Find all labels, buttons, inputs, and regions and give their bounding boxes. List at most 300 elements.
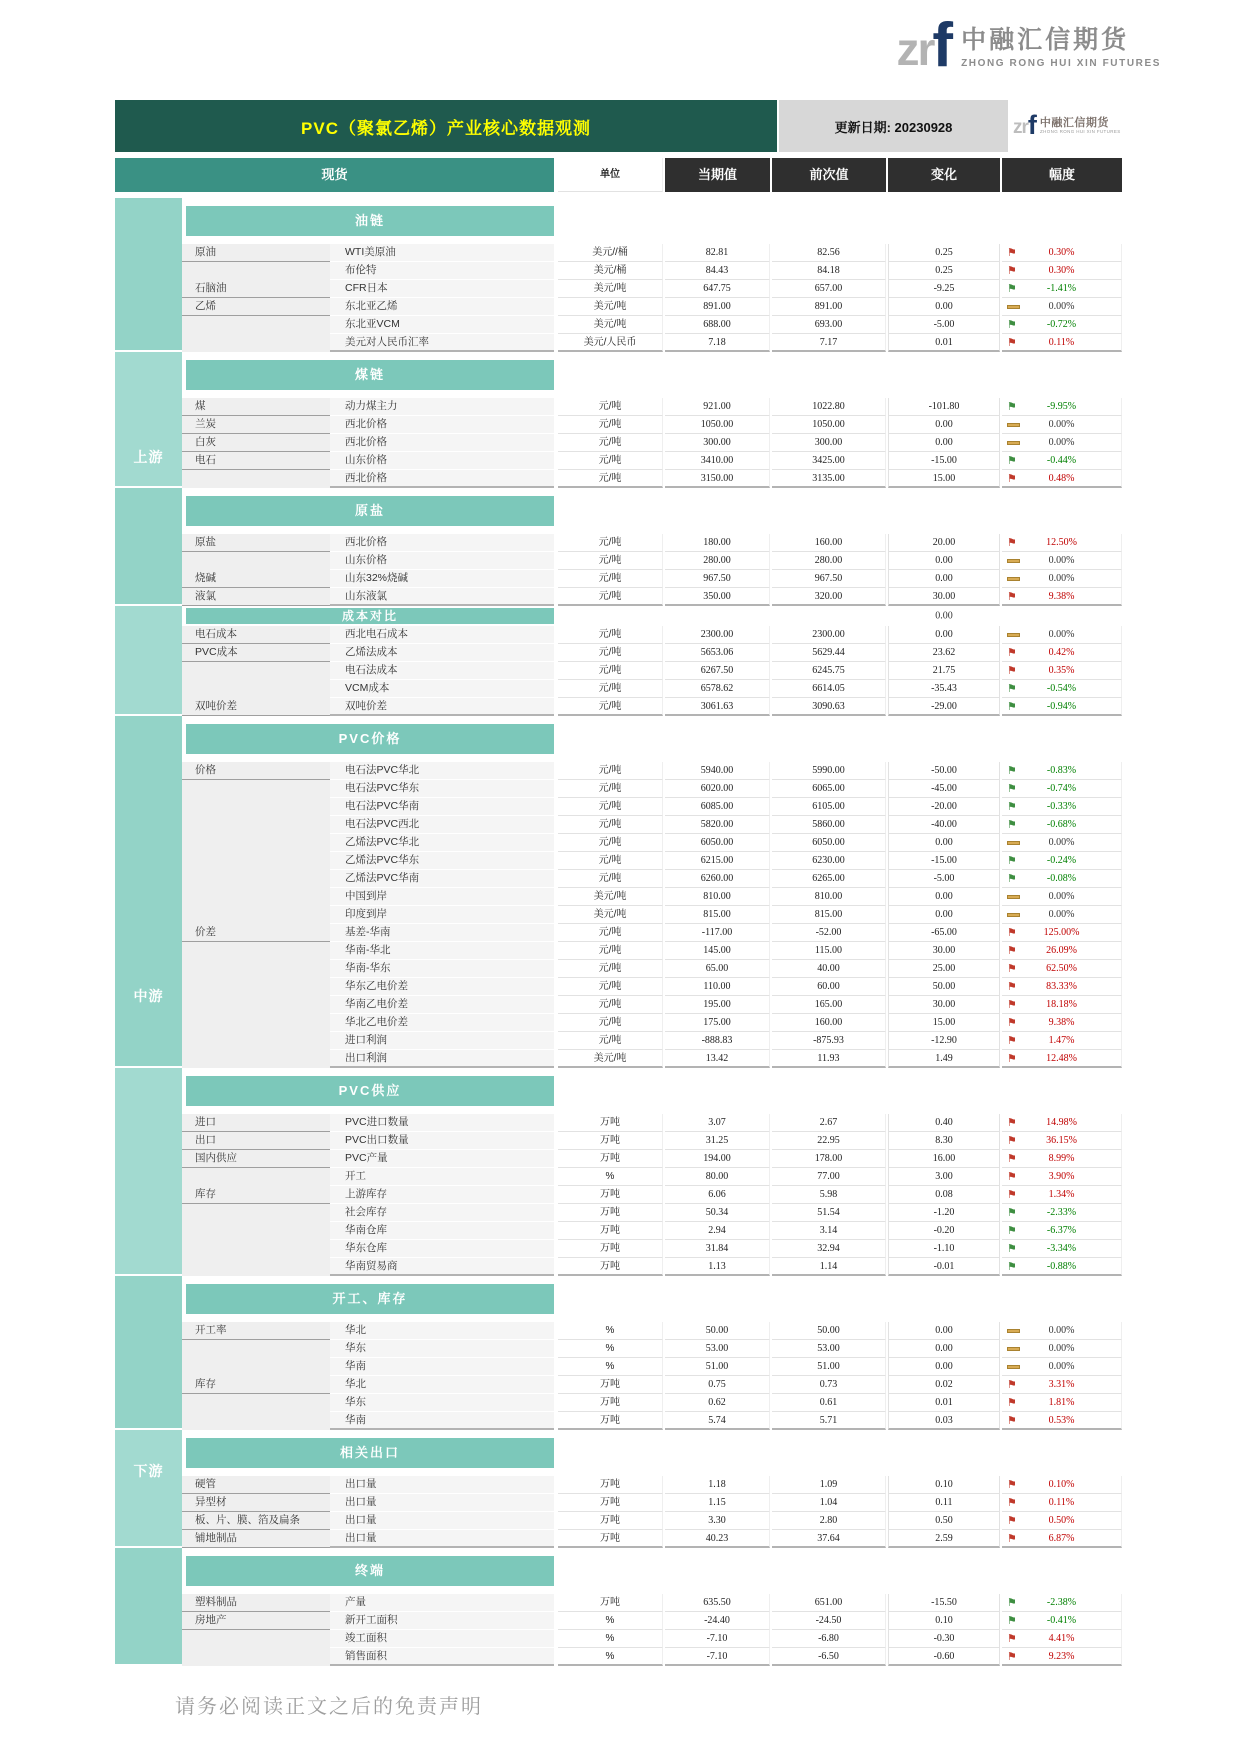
section-终端 — [115, 1548, 1122, 1666]
change-value: -45.00 — [888, 780, 1000, 798]
pct-cell — [1002, 1358, 1122, 1376]
up-flag-icon: ⚑ — [1007, 1479, 1017, 1491]
category-cell — [182, 262, 330, 280]
indicator-name: 华南乙电价差 — [330, 996, 554, 1014]
change-value: 30.00 — [888, 996, 1000, 1014]
change-value: 30.00 — [888, 588, 1000, 606]
category-cell: 出口 — [182, 1132, 330, 1150]
change-pct: 1.34% — [1048, 1189, 1075, 1200]
up-flag-icon: ⚑ — [1007, 999, 1017, 1011]
pct-cell — [1002, 1376, 1122, 1394]
current-value: 5940.00 — [665, 762, 770, 780]
data-table — [115, 158, 1122, 1666]
change-pct: 0.00% — [1048, 629, 1075, 640]
up-flag-icon: ⚑ — [1007, 1379, 1017, 1391]
change-pct: -0.08% — [1046, 873, 1077, 884]
pct-cell — [1002, 798, 1122, 816]
current-value: 810.00 — [665, 888, 770, 906]
current-value: 6050.00 — [665, 834, 770, 852]
change-value: 0.00 — [888, 1340, 1000, 1358]
previous-value: 1.04 — [772, 1494, 886, 1512]
category-cell — [182, 1412, 330, 1430]
change-value: -1.10 — [888, 1240, 1000, 1258]
change-value: 16.00 — [888, 1150, 1000, 1168]
unit-cell: % — [558, 1168, 663, 1186]
current-value: 688.00 — [665, 316, 770, 334]
table-row — [115, 552, 1122, 570]
previous-value: 160.00 — [772, 1014, 886, 1032]
current-value: 0.62 — [665, 1394, 770, 1412]
pct-cell — [1002, 1258, 1122, 1276]
change-value: -15.50 — [888, 1594, 1000, 1612]
column-header-unit: 单位 — [558, 158, 663, 192]
previous-value: 160.00 — [772, 534, 886, 552]
pct-cell — [1002, 1186, 1122, 1204]
category-cell: 国内供应 — [182, 1150, 330, 1168]
category-cell — [182, 470, 330, 488]
flat-dash-icon — [1007, 577, 1020, 581]
change-pct: 0.00% — [1048, 419, 1075, 430]
previous-value: 32.94 — [772, 1240, 886, 1258]
up-flag-icon: ⚑ — [1007, 1017, 1017, 1029]
section-PVC价格 — [115, 716, 1122, 1068]
previous-value: 810.00 — [772, 888, 886, 906]
change-pct: 9.38% — [1048, 591, 1075, 602]
indicator-name: 动力煤主力 — [330, 398, 554, 416]
unit-cell: 元/吨 — [558, 852, 663, 870]
unit-cell: 美元/吨 — [558, 906, 663, 924]
change-pct: 18.18% — [1046, 999, 1077, 1010]
change-value: -9.25 — [888, 280, 1000, 298]
pct-cell — [1002, 280, 1122, 298]
category-cell — [182, 662, 330, 680]
pct-cell — [1002, 1594, 1122, 1612]
table-row — [115, 834, 1122, 852]
current-value: 5653.06 — [665, 644, 770, 662]
unit-cell: 元/吨 — [558, 552, 663, 570]
pct-cell — [1002, 1512, 1122, 1530]
current-value: 194.00 — [665, 1150, 770, 1168]
up-flag-icon: ⚑ — [1007, 473, 1017, 485]
table-row — [115, 588, 1122, 606]
indicator-name: 华北 — [330, 1322, 554, 1340]
category-cell — [182, 316, 330, 334]
flat-dash-icon — [1007, 895, 1020, 899]
category-cell — [182, 1168, 330, 1186]
previous-value: 1.09 — [772, 1476, 886, 1494]
table-row — [115, 1204, 1122, 1222]
section-header-row — [115, 716, 1122, 762]
indicator-name: 美元对人民币汇率 — [330, 334, 554, 352]
unit-cell: 元/吨 — [558, 626, 663, 644]
change-pct: -0.33% — [1046, 801, 1077, 812]
unit-cell: 美元/吨 — [558, 888, 663, 906]
indicator-name: PVC进口数量 — [330, 1114, 554, 1132]
up-flag-icon: ⚑ — [1007, 665, 1017, 677]
category-cell: 库存 — [182, 1376, 330, 1394]
current-value: 647.75 — [665, 280, 770, 298]
unit-cell: 元/吨 — [558, 534, 663, 552]
flat-dash-icon — [1007, 913, 1020, 917]
pct-cell — [1002, 870, 1122, 888]
current-value: -117.00 — [665, 924, 770, 942]
indicator-name: 华东 — [330, 1340, 554, 1358]
indicator-name: 出口量 — [330, 1530, 554, 1548]
previous-value: 891.00 — [772, 298, 886, 316]
down-flag-icon: ⚑ — [1007, 683, 1017, 695]
previous-value: 2300.00 — [772, 626, 886, 644]
down-flag-icon: ⚑ — [1007, 455, 1017, 467]
up-flag-icon: ⚑ — [1007, 1189, 1017, 1201]
stage-label-下游: 下游 — [133, 1463, 164, 1479]
change-value: -0.60 — [888, 1648, 1000, 1666]
change-pct: -0.72% — [1046, 319, 1077, 330]
previous-value: 3.14 — [772, 1222, 886, 1240]
section-header-row — [115, 1430, 1122, 1476]
pct-cell — [1002, 1014, 1122, 1032]
previous-value: 178.00 — [772, 1150, 886, 1168]
previous-value: 7.17 — [772, 334, 886, 352]
down-flag-icon: ⚑ — [1007, 401, 1017, 413]
change-value: -15.00 — [888, 452, 1000, 470]
category-cell: 库存 — [182, 1186, 330, 1204]
category-cell — [182, 334, 330, 352]
table-row — [115, 798, 1122, 816]
unit-cell: 万吨 — [558, 1494, 663, 1512]
current-value: 815.00 — [665, 906, 770, 924]
indicator-name: 华南 — [330, 1358, 554, 1376]
current-value: 31.25 — [665, 1132, 770, 1150]
table-row — [115, 1394, 1122, 1412]
change-pct: 0.42% — [1048, 647, 1075, 658]
up-flag-icon: ⚑ — [1007, 1415, 1017, 1427]
section-header: 原盐 — [186, 496, 554, 526]
current-value: 40.23 — [665, 1530, 770, 1548]
current-value: 280.00 — [665, 552, 770, 570]
indicator-name: 山东价格 — [330, 452, 554, 470]
category-cell — [182, 1630, 330, 1648]
previous-value: 1.14 — [772, 1258, 886, 1276]
previous-value: 320.00 — [772, 588, 886, 606]
unit-cell: 万吨 — [558, 1376, 663, 1394]
unit-cell: 美元/吨 — [558, 298, 663, 316]
indicator-name: 西北价格 — [330, 534, 554, 552]
previous-value: 11.93 — [772, 1050, 886, 1068]
change-value: -40.00 — [888, 816, 1000, 834]
change-pct: 3.90% — [1048, 1171, 1075, 1182]
previous-value: 5.98 — [772, 1186, 886, 1204]
category-cell — [182, 1204, 330, 1222]
unit-cell: 万吨 — [558, 1394, 663, 1412]
table-row — [115, 1340, 1122, 1358]
change-pct: -2.33% — [1046, 1207, 1077, 1218]
current-value: 1.15 — [665, 1494, 770, 1512]
down-flag-icon: ⚑ — [1007, 873, 1017, 885]
flat-dash-icon — [1007, 441, 1020, 445]
pct-cell — [1002, 1394, 1122, 1412]
indicator-name: 乙烯法PVC华南 — [330, 870, 554, 888]
indicator-name: 东北亚乙烯 — [330, 298, 554, 316]
change-pct: 0.53% — [1048, 1415, 1075, 1426]
unit-cell: 美元/吨 — [558, 1050, 663, 1068]
change-pct: 0.00% — [1048, 437, 1075, 448]
change-pct: -0.54% — [1046, 683, 1077, 694]
change-pct: -6.37% — [1046, 1225, 1077, 1236]
category-cell: 白灰 — [182, 434, 330, 452]
table-row — [115, 334, 1122, 352]
unit-cell: 元/吨 — [558, 698, 663, 716]
change-value: 15.00 — [888, 470, 1000, 488]
unit-cell: 元/吨 — [558, 452, 663, 470]
section-header: PVC供应 — [186, 1076, 554, 1106]
change-pct: 8.99% — [1048, 1153, 1075, 1164]
indicator-name: 上游库存 — [330, 1186, 554, 1204]
unit-cell: 万吨 — [558, 1412, 663, 1430]
previous-value: 37.64 — [772, 1530, 886, 1548]
category-cell — [182, 852, 330, 870]
unit-cell: 美元/人民币 — [558, 334, 663, 352]
category-cell: 电石成本 — [182, 626, 330, 644]
indicator-name: PVC出口数量 — [330, 1132, 554, 1150]
down-flag-icon: ⚑ — [1007, 1225, 1017, 1237]
indicator-name: 西北价格 — [330, 416, 554, 434]
up-flag-icon: ⚑ — [1007, 1053, 1017, 1065]
up-flag-icon: ⚑ — [1007, 1135, 1017, 1147]
indicator-name: 电石法PVC西北 — [330, 816, 554, 834]
unit-cell: 元/吨 — [558, 942, 663, 960]
up-flag-icon: ⚑ — [1007, 1533, 1017, 1545]
column-header-change: 变化 — [888, 158, 1000, 192]
down-flag-icon: ⚑ — [1007, 283, 1017, 295]
change-value: -1.20 — [888, 1204, 1000, 1222]
previous-value: 115.00 — [772, 942, 886, 960]
current-value: 891.00 — [665, 298, 770, 316]
current-value: 80.00 — [665, 1168, 770, 1186]
current-value: 350.00 — [665, 588, 770, 606]
unit-cell: 元/吨 — [558, 798, 663, 816]
category-cell — [182, 1394, 330, 1412]
previous-value: 693.00 — [772, 316, 886, 334]
indicator-name: 印度到岸 — [330, 906, 554, 924]
mini-company-logo — [1013, 110, 1129, 140]
change-pct: 0.00% — [1048, 891, 1075, 902]
section-header-row — [115, 488, 1122, 534]
pct-cell — [1002, 334, 1122, 352]
unit-cell: 元/吨 — [558, 398, 663, 416]
flat-dash-icon — [1007, 1329, 1020, 1333]
section-PVC供应 — [115, 1068, 1122, 1276]
flat-dash-icon — [1007, 633, 1020, 637]
previous-value: 5629.44 — [772, 644, 886, 662]
company-logo — [896, 11, 1162, 80]
pct-cell — [1002, 1412, 1122, 1430]
up-flag-icon: ⚑ — [1007, 1397, 1017, 1409]
unit-cell: 元/吨 — [558, 762, 663, 780]
change-pct: 0.00% — [1048, 837, 1075, 848]
change-value: 21.75 — [888, 662, 1000, 680]
pct-cell — [1002, 434, 1122, 452]
change-value: 0.10 — [888, 1612, 1000, 1630]
previous-value: 657.00 — [772, 280, 886, 298]
update-date-box — [779, 100, 1008, 152]
table-row — [115, 398, 1122, 416]
change-value: -0.01 — [888, 1258, 1000, 1276]
category-cell — [182, 1648, 330, 1666]
current-value: 6578.62 — [665, 680, 770, 698]
pct-cell — [1002, 570, 1122, 588]
change-pct: 12.48% — [1046, 1053, 1077, 1064]
indicator-name: 布伦特 — [330, 262, 554, 280]
section-header: 油链 — [186, 206, 554, 236]
indicator-name: 华南 — [330, 1412, 554, 1430]
section-header: 煤链 — [186, 360, 554, 390]
category-cell: 房地产 — [182, 1612, 330, 1630]
stage-label-上游: 上游 — [133, 449, 164, 465]
change-value: 0.00 — [888, 552, 1000, 570]
table-row — [115, 280, 1122, 298]
current-value: 195.00 — [665, 996, 770, 1014]
unit-cell: 元/吨 — [558, 662, 663, 680]
unit-cell: 万吨 — [558, 1114, 663, 1132]
pct-cell — [1002, 1476, 1122, 1494]
table-row — [115, 1014, 1122, 1032]
current-value: 7.18 — [665, 334, 770, 352]
category-cell — [182, 996, 330, 1014]
indicator-name: 中国到岸 — [330, 888, 554, 906]
logo-zr-text: zr — [896, 22, 934, 75]
change-pct: 6.87% — [1048, 1533, 1075, 1544]
table-row — [115, 762, 1122, 780]
pct-cell — [1002, 834, 1122, 852]
down-flag-icon: ⚑ — [1007, 801, 1017, 813]
category-cell — [182, 834, 330, 852]
change-value: -15.00 — [888, 852, 1000, 870]
change-value: -12.90 — [888, 1032, 1000, 1050]
category-cell — [182, 780, 330, 798]
change-value: 15.00 — [888, 1014, 1000, 1032]
pct-cell — [1002, 262, 1122, 280]
section-header: PVC价格 — [186, 724, 554, 754]
change-value: -50.00 — [888, 762, 1000, 780]
change-pct: -0.83% — [1046, 765, 1077, 776]
change-value: 0.00 — [888, 626, 1000, 644]
indicator-name: 竣工面积 — [330, 1630, 554, 1648]
indicator-name: 华北 — [330, 1376, 554, 1394]
previous-value: 50.00 — [772, 1322, 886, 1340]
up-flag-icon: ⚑ — [1007, 945, 1017, 957]
category-cell — [182, 1358, 330, 1376]
pct-cell — [1002, 906, 1122, 924]
category-cell: 开工率 — [182, 1322, 330, 1340]
category-cell: 价格 — [182, 762, 330, 780]
pct-cell — [1002, 588, 1122, 606]
current-value: 967.50 — [665, 570, 770, 588]
stage-label-中游: 中游 — [133, 988, 164, 1004]
pct-cell — [1002, 416, 1122, 434]
section-header-row — [115, 1068, 1122, 1114]
pct-cell — [1002, 924, 1122, 942]
change-pct: 0.48% — [1048, 473, 1075, 484]
table-row — [115, 626, 1122, 644]
section-成本对比 — [115, 606, 1122, 716]
category-cell — [182, 552, 330, 570]
table-row — [115, 888, 1122, 906]
unit-cell: 元/吨 — [558, 1032, 663, 1050]
unit-cell: 美元/桶 — [558, 262, 663, 280]
indicator-name: 西北价格 — [330, 470, 554, 488]
table-row — [115, 924, 1122, 942]
table-row — [115, 1476, 1122, 1494]
change-pct: 0.35% — [1048, 665, 1075, 676]
company-name: 中融汇信期货 — [961, 26, 1130, 55]
pct-cell — [1002, 1530, 1122, 1548]
unit-cell: 元/吨 — [558, 960, 663, 978]
category-cell — [182, 1222, 330, 1240]
change-pct: -0.68% — [1046, 819, 1077, 830]
previous-value: 22.95 — [772, 1132, 886, 1150]
previous-value: -6.80 — [772, 1630, 886, 1648]
down-flag-icon: ⚑ — [1007, 319, 1017, 331]
change-pct: 26.09% — [1046, 945, 1077, 956]
pct-cell — [1002, 1150, 1122, 1168]
indicator-name: CFR日本 — [330, 280, 554, 298]
pct-cell — [1002, 698, 1122, 716]
pct-cell — [1002, 298, 1122, 316]
indicator-name: 进口利润 — [330, 1032, 554, 1050]
pct-cell — [1002, 244, 1122, 262]
unit-cell: 万吨 — [558, 1186, 663, 1204]
category-cell: 烧碱 — [182, 570, 330, 588]
category-cell — [182, 1032, 330, 1050]
current-value: -888.83 — [665, 1032, 770, 1050]
change-value: 30.00 — [888, 942, 1000, 960]
section-header-row — [115, 1548, 1122, 1594]
change-value: 1.49 — [888, 1050, 1000, 1068]
change-value: 0.25 — [888, 244, 1000, 262]
indicator-name: 华东仓库 — [330, 1240, 554, 1258]
table-row — [115, 316, 1122, 334]
section-开工、库存 — [115, 1276, 1122, 1430]
down-flag-icon: ⚑ — [1007, 1597, 1017, 1609]
table-header-row — [115, 158, 1122, 192]
pct-cell — [1002, 470, 1122, 488]
column-header-previous: 前次值 — [772, 158, 886, 192]
company-name-en: ZHONG RONG HUI XIN FUTURES — [961, 57, 1161, 69]
current-value: 2300.00 — [665, 626, 770, 644]
category-cell: 双吨价差 — [182, 698, 330, 716]
unit-cell: 元/吨 — [558, 834, 663, 852]
table-row — [115, 680, 1122, 698]
change-value: 0.03 — [888, 1412, 1000, 1430]
change-pct: 1.81% — [1048, 1397, 1075, 1408]
unit-cell: 美元/吨 — [558, 280, 663, 298]
flat-dash-icon — [1007, 841, 1020, 845]
change-value: -0.20 — [888, 1222, 1000, 1240]
unit-cell: 元/吨 — [558, 870, 663, 888]
change-pct: 125.00% — [1043, 927, 1080, 938]
change-value: -20.00 — [888, 798, 1000, 816]
current-value: 0.75 — [665, 1376, 770, 1394]
up-flag-icon: ⚑ — [1007, 591, 1017, 603]
category-cell: 乙烯 — [182, 298, 330, 316]
change-value: 25.00 — [888, 960, 1000, 978]
table-row — [115, 978, 1122, 996]
current-value: 82.81 — [665, 244, 770, 262]
indicator-name: 东北亚VCM — [330, 316, 554, 334]
up-flag-icon: ⚑ — [1007, 247, 1017, 259]
current-value: 300.00 — [665, 434, 770, 452]
current-value: 6267.50 — [665, 662, 770, 680]
